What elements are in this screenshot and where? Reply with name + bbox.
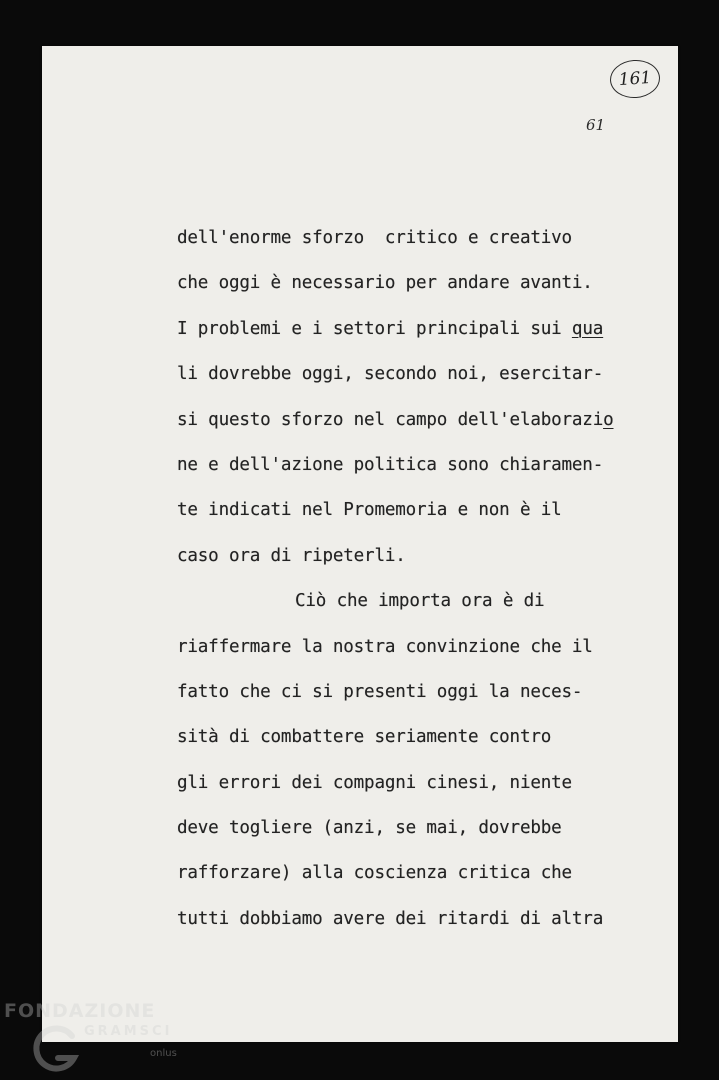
text-line-1: dell'enorme sforzo critico e creativo: [177, 228, 572, 248]
handwritten-page-number: 61: [586, 116, 606, 134]
document-page: [42, 46, 678, 1042]
text-line-9: Ciò che importa ora è di: [295, 591, 545, 612]
text-line-5: [177, 398, 677, 443]
fondazione-gramsci-watermark: [4, 1000, 179, 1078]
text-line-3: [177, 307, 677, 352]
stamped-page-number-text: 161: [618, 67, 652, 91]
text-line-11: fatto che ci si presenti oggi la neces-: [177, 681, 583, 702]
watermark-line-1: FONDAZIONE: [4, 1000, 156, 1022]
text-line-7: te indicati nel Promemoria e non è il: [177, 500, 562, 521]
gramsci-logo-icon: [28, 1022, 80, 1076]
text-line-5-main: si questo sforzo nel campo dell'elaborazi: [177, 409, 604, 430]
text-line-2: che oggi è necessario per andare avanti.: [177, 273, 593, 294]
text-line-13: gli errori dei compagni cinesi, niente: [177, 772, 572, 793]
text-line-3-main: I problemi e i settori principali sui: [177, 318, 572, 339]
text-line-3-underlined: qua: [571, 318, 604, 339]
text-line-14: deve togliere (anzi, se mai, dovrebbe: [177, 818, 562, 839]
text-line-6: ne e dell'azione politica sono chiaramen-: [177, 454, 604, 475]
text-line-12: sità di combattere seriamente contro: [177, 727, 552, 748]
watermark-line-2: GRAMSCI: [84, 1024, 173, 1039]
text-line-8: caso ora di ripeterli.: [177, 545, 406, 566]
text-line-10: riaffermare la nostra convinzione che il: [177, 636, 593, 657]
text-line-4: li dovrebbe oggi, secondo noi, esercitar-: [177, 364, 604, 385]
text-line-15: rafforzare) alla coscienza critica che: [177, 863, 572, 884]
watermark-line-3: onlus: [150, 1048, 177, 1059]
typewritten-text: [177, 216, 677, 942]
stamped-page-number: [609, 58, 662, 99]
text-line-16: tutti dobbiamo avere dei ritardi di altra: [177, 908, 604, 929]
text-line-5-underlined: o: [603, 409, 614, 430]
